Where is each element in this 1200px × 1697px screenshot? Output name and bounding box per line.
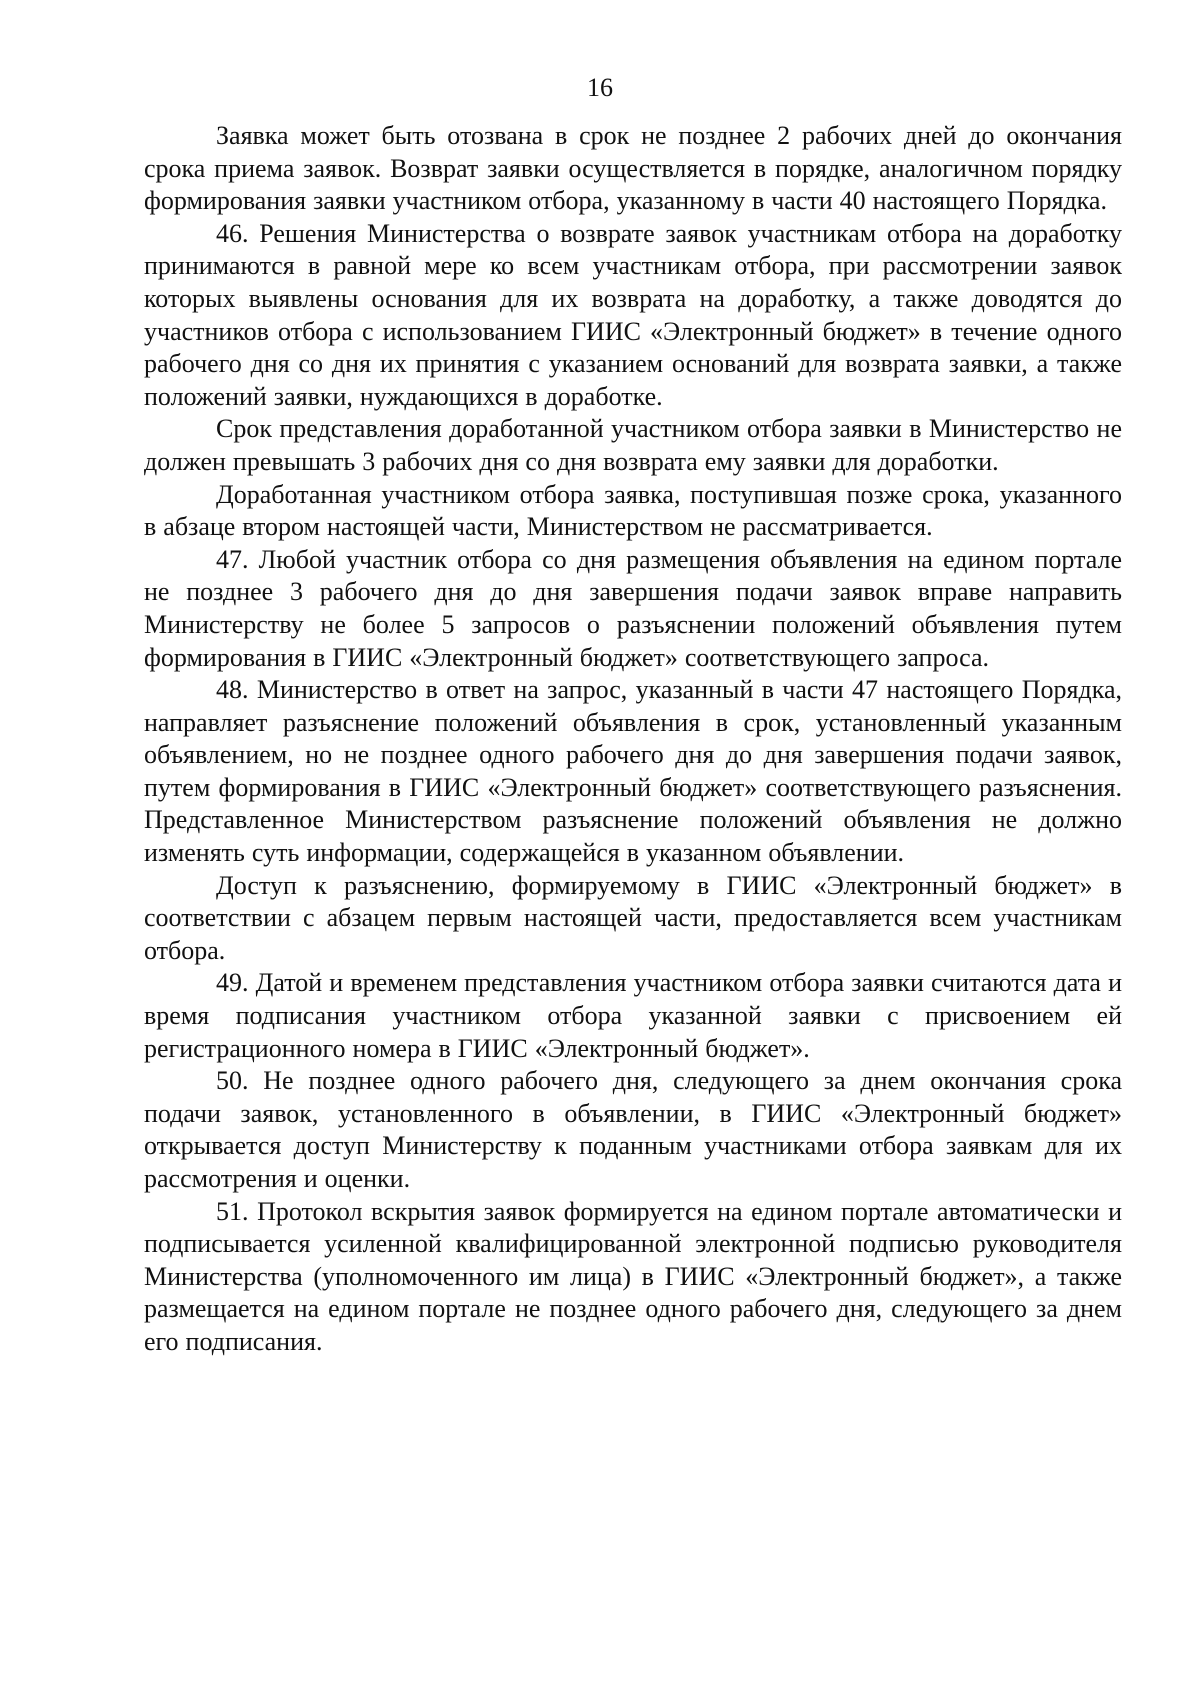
- paragraph-51: 51. Протокол вскрытия заявок формируется на едином портале автоматически и подписывается усиленной квалифицированной электронной подписью руководителя Министерства (уполномоченного им лица) в ГИИС «Электронный бюджет», а также размещается на едином портале не позднее одного рабочего дня, следующего за днем его подписания.: [144, 1196, 1122, 1356]
- paragraph-46-resubmission-term: Срок представления доработанной участником отбора заявки в Министерство не должен превышать 3 рабочих дня со дня возврата ему заявки для доработки.: [144, 414, 1122, 476]
- paragraph-49: 49. Датой и временем представления участником отбора заявки считаются дата и время подписания участником отбора указанной заявки с присвоением ей регистрационного номера в ГИИС «Электронный бюджет».: [144, 968, 1122, 1063]
- paragraph-50: 50. Не позднее одного рабочего дня, следующего за днем окончания срока подачи заявок, установленного в объявлении, в ГИИС «Электронный бюджет» открывается доступ Министерству к поданным участниками отбора заявкам для их рассмотрения и оценки.: [144, 1066, 1122, 1193]
- paragraph-48-access: Доступ к разъяснению, формируемому в ГИИС «Электронный бюджет» в соответствии с абзацем первым настоящей части, предоставляется всем участникам отбора.: [144, 870, 1122, 965]
- paragraph-46: 46. Решения Министерства о возврате заявок участникам отбора на доработку принимаются в равной мере ко всем участникам отбора, при рассмотрении заявок которых выявлены основания для их возврата на доработку, а также доводятся до участников отбора с использованием ГИИС «Электронный бюджет» в течение одного рабочего дня со дня их принятия с указанием оснований для возврата заявки, а также положений заявки, нуждающихся в доработке.: [144, 218, 1122, 411]
- page-number: 16: [587, 73, 613, 102]
- paragraph-withdrawal: Заявка может быть отозвана в срок не позднее 2 рабочих дней до окончания срока приема заявок. Возврат заявки осуществляется в порядке, аналогичном порядку формирования заявки участником отбора, указанному в части 40 настоящего Порядка.: [144, 121, 1122, 216]
- document-body: [144, 120, 1122, 1359]
- paragraph-47: 47. Любой участник отбора со дня размещения объявления на едином портале не позднее 3 рабочего дня до дня завершения подачи заявок вправе направить Министерству не более 5 запросов о разъяснении положений объявления путем формирования в ГИИС «Электронный бюджет» соответствующего запроса.: [144, 544, 1122, 672]
- paragraph-46-late-submission: Доработанная участником отбора заявка, поступившая позже срока, указанного в абзаце втором настоящей части, Министерством не рассматривается.: [144, 479, 1122, 542]
- paragraph-48: 48. Министерство в ответ на запрос, указанный в части 47 настоящего Порядка, направляет разъяснение положений объявления в срок, установленный указанным объявлением, но не позднее одного рабочего дня до дня завершения подачи заявок, путем формирования в ГИИС «Электронный бюджет» соответствующего разъяснения. Представленное Министерством разъяснение положений объявления не должно изменять суть информации, содержащейся в указанном объявлении.: [144, 675, 1122, 868]
